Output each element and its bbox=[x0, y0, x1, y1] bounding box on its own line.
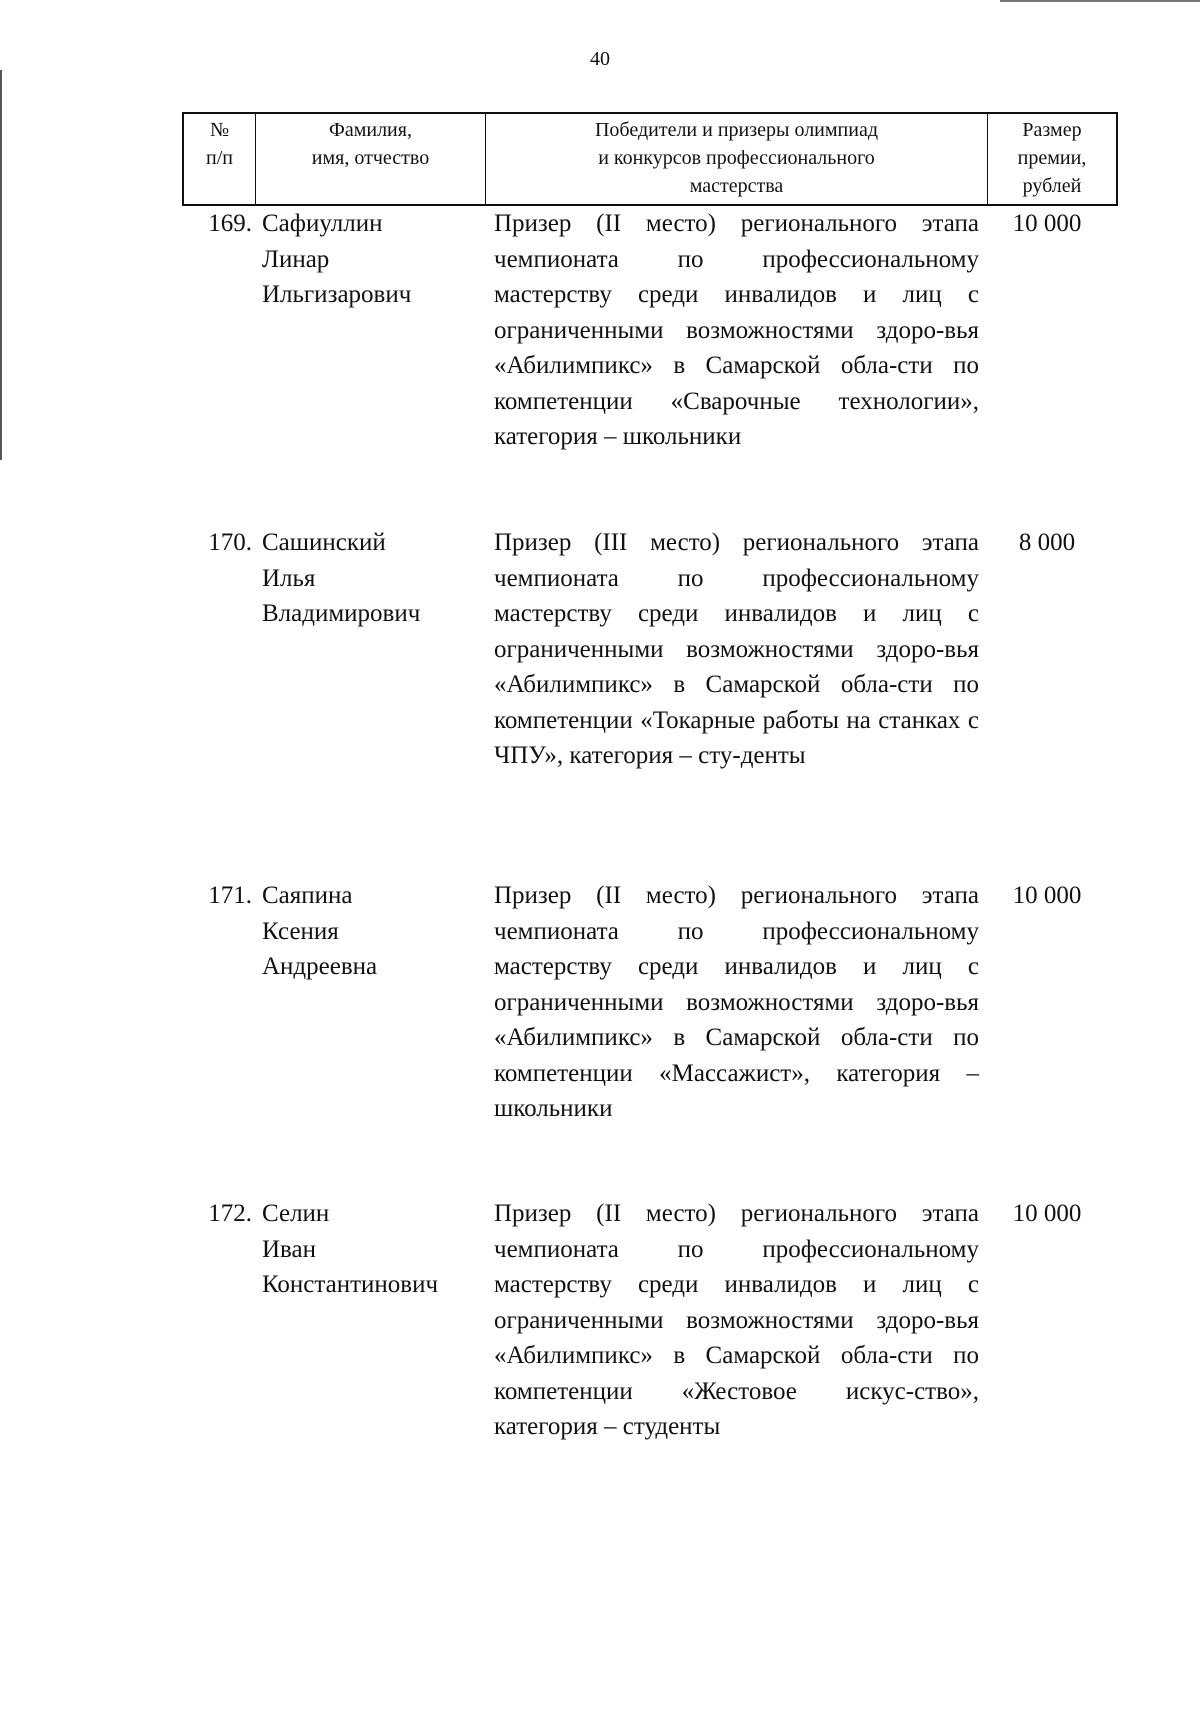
header-col-name: Фамилия, имя, отчество bbox=[256, 114, 486, 204]
surname: Сафиуллин bbox=[262, 210, 383, 237]
row-full-name bbox=[262, 1196, 482, 1303]
first-name: Иван bbox=[262, 1235, 317, 1263]
patronymic: Андреевна bbox=[262, 953, 378, 980]
table-header bbox=[182, 112, 1118, 206]
first-name: Ксения bbox=[262, 917, 339, 945]
row-amount: 8 000 bbox=[1018, 529, 1076, 556]
scan-artifact-line bbox=[1000, 0, 1200, 2]
row-full-name bbox=[262, 878, 482, 985]
row-amount: 10 000 bbox=[1012, 882, 1082, 909]
header-col-description: Победители и призеры олимпиад и конкурсов профессионального мастерства bbox=[486, 114, 988, 204]
row-full-name bbox=[262, 525, 482, 632]
row-number: 170. bbox=[208, 529, 252, 556]
row-amount: 10 000 bbox=[1012, 210, 1082, 237]
row-amount: 10 000 bbox=[1012, 1200, 1082, 1227]
surname: Сашинский bbox=[262, 529, 386, 556]
row-description: Призер (II место) регионального этапа чемпионата по профессиональному мастерству среди инвалидов и лиц с ограниченными возможностями здоро-вья «Абилимпикс» в Самарской обла-сти по компетенции «Массажист», категория – школьники bbox=[494, 882, 979, 1122]
row-number: 172. bbox=[208, 1200, 252, 1227]
row-full-name bbox=[262, 206, 482, 313]
row-description: Призер (II место) регионального этапа чемпионата по профессиональному мастерству среди инвалидов и лиц с ограниченными возможностями здоро-вья «Абилимпикс» в Самарской обла-сти по компетенции «Жестовое искус-ство», категория – студенты bbox=[494, 1200, 979, 1440]
row-number: 169. bbox=[208, 210, 252, 237]
row-number: 171. bbox=[208, 882, 252, 909]
first-name: Илья bbox=[262, 564, 316, 592]
header-col-amount: Размер премии, рублей bbox=[1017, 119, 1087, 197]
first-name: Линар bbox=[262, 245, 330, 273]
surname: Селин bbox=[262, 1200, 330, 1227]
surname: Саяпина bbox=[262, 882, 353, 909]
header-col-number: № п/п bbox=[184, 114, 256, 204]
row-description: Призер (II место) регионального этапа чемпионата по профессиональному мастерству среди инвалидов и лиц с ограниченными возможностями здоро-вья «Абилимпикс» в Самарской обла-сти по компетенции «Сварочные технологии», категория – школьники bbox=[494, 210, 979, 450]
patronymic: Ильгизарович bbox=[262, 281, 412, 308]
row-description: Призер (III место) регионального этапа чемпионата по профессиональному мастерству среди инвалидов и лиц с ограниченными возможностями здоро-вья «Абилимпикс» в Самарской обла-сти по компетенции «Токарные работы на станках с ЧПУ», категория – сту-денты bbox=[494, 529, 979, 769]
patronymic: Константинович bbox=[262, 1271, 439, 1298]
page-number: 40 bbox=[590, 48, 610, 70]
patronymic: Владимирович bbox=[262, 600, 421, 627]
scan-artifact-edge bbox=[0, 70, 2, 460]
